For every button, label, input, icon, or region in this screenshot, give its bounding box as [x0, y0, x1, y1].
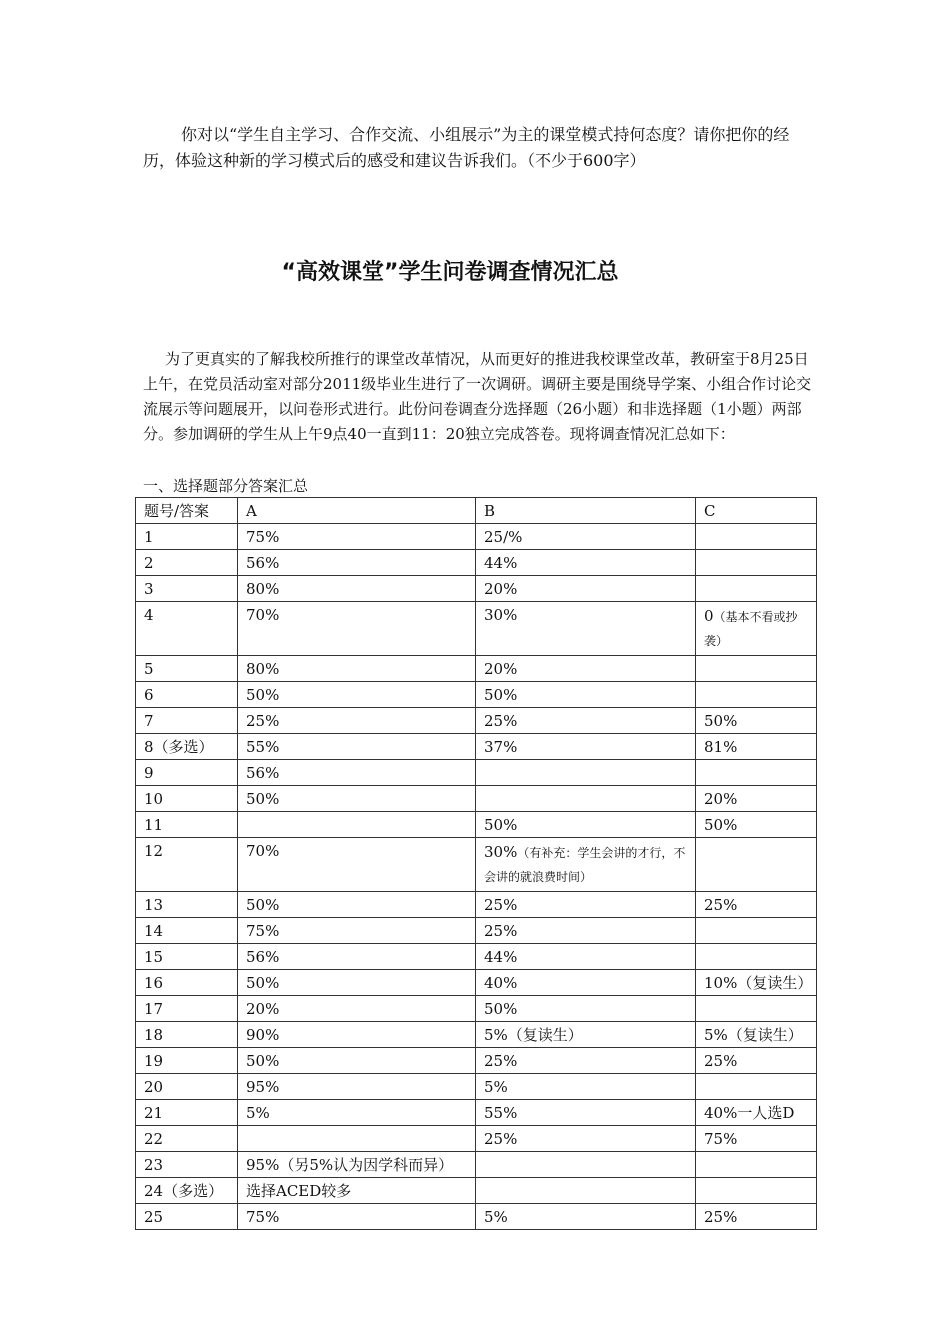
question-cell [136, 812, 238, 838]
answer-a-cell-value: 75% [246, 528, 280, 546]
answer-a-cell [238, 708, 476, 734]
question-cell [136, 996, 238, 1022]
answer-c-cell-value: 50% [704, 712, 738, 730]
answer-b-cell-value: 40% [484, 974, 518, 992]
answer-a-cell-value: 56% [246, 554, 280, 572]
answer-a-cell [238, 1022, 476, 1048]
question-cell [136, 602, 238, 656]
answer-a-cell-value: 95% [246, 1078, 280, 1096]
question-cell [136, 1204, 238, 1230]
answer-c-cell [696, 1152, 817, 1178]
question-cell [136, 550, 238, 576]
answer-a-cell [238, 918, 476, 944]
question-cell [136, 682, 238, 708]
table-row [136, 1204, 817, 1230]
answer-a-cell-value: 55% [246, 738, 280, 756]
question-cell [136, 760, 238, 786]
answer-a-cell [238, 892, 476, 918]
summary-paragraph: 为了更真实的了解我校所推行的课堂改革情况，从而更好的推进我校课堂改革，教研室于8月25日上午，在党员活动室对部分2011级毕业生进行了一次调研。调研主要是围绕导学案、小组合作讨论交流展示等问题展开，以问卷形式进行。此份问卷调查分选择题（26小题）和非选择题（1小题）两部分。参加调研的学生从上午9点40一直到11：20独立完成答卷。现将调查情况汇总如下： [143, 350, 812, 443]
answer-c-cell [696, 1022, 817, 1048]
table-row [136, 708, 817, 734]
answer-a-cell-value: 70% [246, 842, 280, 860]
answer-a-cell [238, 1100, 476, 1126]
answer-a-cell-value: 75% [246, 1208, 280, 1226]
answer-a-cell [238, 970, 476, 996]
table-row [136, 1178, 817, 1204]
table-row [136, 1048, 817, 1074]
answer-b-cell [476, 524, 696, 550]
table-header-row [136, 498, 817, 524]
answer-a-cell [238, 1178, 476, 1204]
answer-a-cell [238, 1204, 476, 1230]
answer-c-cell [696, 786, 817, 812]
question-cell [136, 576, 238, 602]
answer-b-cell-value: 44% [484, 948, 518, 966]
question-cell-value: 9 [144, 764, 154, 782]
question-cell [136, 708, 238, 734]
question-cell-value: 4 [144, 606, 154, 624]
answer-b-cell [476, 1074, 696, 1100]
answer-a-cell-value: 56% [246, 764, 280, 782]
table-row [136, 1126, 817, 1152]
question-cell-value: 25 [144, 1208, 164, 1226]
question-cell [136, 656, 238, 682]
answer-a-cell [238, 786, 476, 812]
table-row [136, 550, 817, 576]
answer-c-cell [696, 550, 817, 576]
answer-a-cell-value: 95%（另5%认为因学科而异） [246, 1156, 454, 1174]
table-row [136, 812, 817, 838]
question-cell [136, 892, 238, 918]
answer-b-cell [476, 576, 696, 602]
question-cell [136, 1074, 238, 1100]
table-row [136, 970, 817, 996]
question-cell [136, 970, 238, 996]
answer-a-cell [238, 602, 476, 656]
answer-c-cell [696, 1100, 817, 1126]
answer-b-cell-value: 25% [484, 1052, 518, 1070]
answer-a-cell-value: 80% [246, 660, 280, 678]
question-cell-value: 5 [144, 660, 154, 678]
question-cell-value: 13 [144, 896, 164, 914]
answer-a-cell [238, 524, 476, 550]
answer-a-cell-value: 20% [246, 1000, 280, 1018]
answer-b-cell-value: 20% [484, 660, 518, 678]
question-cell [136, 1100, 238, 1126]
table-row [136, 838, 817, 892]
answer-b-cell-value: 25% [484, 922, 518, 940]
answer-b-cell [476, 812, 696, 838]
answer-b-cell-value: 25/% [484, 528, 523, 546]
question-cell-value: 10 [144, 790, 164, 808]
answer-b-cell-value: 50% [484, 686, 518, 704]
question-cell-value: 22 [144, 1130, 164, 1148]
answer-b-cell-value: 5%（复读生） [484, 1026, 583, 1044]
answer-b-cell [476, 656, 696, 682]
answer-b-cell-value: 30% [484, 843, 518, 861]
answer-b-cell-value: 20% [484, 580, 518, 598]
question-cell-value: 23 [144, 1156, 164, 1174]
answer-b-cell [476, 550, 696, 576]
question-cell-value: 12 [144, 842, 164, 860]
question-cell [136, 1126, 238, 1152]
answer-b-cell-value: 50% [484, 816, 518, 834]
question-cell-value: 2 [144, 554, 154, 572]
answer-c-cell [696, 838, 817, 892]
answer-c-cell [696, 524, 817, 550]
question-cell [136, 918, 238, 944]
answer-b-cell-value: 25% [484, 1130, 518, 1148]
answer-c-cell-value: 20% [704, 790, 738, 808]
answer-c-cell-value: 25% [704, 1208, 738, 1226]
question-cell [136, 734, 238, 760]
answer-a-cell [238, 838, 476, 892]
answer-c-cell [696, 656, 817, 682]
table-row [136, 682, 817, 708]
table-row [136, 944, 817, 970]
answer-a-cell-value: 50% [246, 896, 280, 914]
answer-b-cell [476, 838, 696, 892]
answer-a-cell [238, 734, 476, 760]
answer-c-cell [696, 996, 817, 1022]
answer-a-cell [238, 812, 476, 838]
answer-a-cell [238, 576, 476, 602]
question-cell [136, 1178, 238, 1204]
table-row [136, 602, 817, 656]
answer-summary-table [135, 497, 817, 1230]
table-row [136, 996, 817, 1022]
answer-c-cell-note: （基本不看或抄袭） [704, 610, 798, 648]
table-row [136, 760, 817, 786]
question-cell-value: 19 [144, 1052, 164, 1070]
answer-c-cell [696, 1204, 817, 1230]
answer-b-cell-value: 50% [484, 1000, 518, 1018]
question-cell [136, 838, 238, 892]
table-row [136, 786, 817, 812]
answer-b-cell [476, 1100, 696, 1126]
answer-b-cell-value: 25% [484, 712, 518, 730]
question-cell-value: 20 [144, 1078, 164, 1096]
answer-b-cell-value: 5% [484, 1208, 508, 1226]
answer-b-cell-value: 5% [484, 1078, 508, 1096]
answer-a-cell [238, 550, 476, 576]
answer-c-cell [696, 708, 817, 734]
answer-a-cell-value: 70% [246, 606, 280, 624]
answer-a-cell [238, 656, 476, 682]
question-cell-value: 17 [144, 1000, 164, 1018]
question-cell-value: 6 [144, 686, 154, 704]
answer-b-cell [476, 1204, 696, 1230]
answer-a-cell [238, 996, 476, 1022]
answer-b-cell [476, 1048, 696, 1074]
answer-c-cell [696, 1178, 817, 1204]
answer-a-cell [238, 1126, 476, 1152]
answer-c-cell [696, 918, 817, 944]
question-cell-value: 14 [144, 922, 164, 940]
answer-b-cell [476, 944, 696, 970]
question-cell-value: 11 [144, 816, 164, 834]
answer-c-cell [696, 1126, 817, 1152]
answer-b-cell [476, 892, 696, 918]
answer-b-cell [476, 918, 696, 944]
answer-b-cell-value: 55% [484, 1104, 518, 1122]
question-cell [136, 1022, 238, 1048]
answer-a-cell [238, 1074, 476, 1100]
table-row [136, 1100, 817, 1126]
answer-c-cell [696, 1074, 817, 1100]
answer-c-cell [696, 760, 817, 786]
answer-a-cell-value: 25% [246, 712, 280, 730]
answer-a-cell [238, 944, 476, 970]
section-heading: 一、选择题部分答案汇总 [143, 477, 309, 495]
answer-c-cell [696, 944, 817, 970]
table-row [136, 734, 817, 760]
answer-b-cell [476, 786, 696, 812]
answer-a-cell-value: 50% [246, 1052, 280, 1070]
answer-a-cell [238, 760, 476, 786]
answer-b-cell [476, 970, 696, 996]
question-cell [136, 944, 238, 970]
answer-a-cell-value: 选择ACED较多 [246, 1182, 352, 1200]
answer-a-cell-value: 50% [246, 974, 280, 992]
question-cell-value: 7 [144, 712, 154, 730]
table-row [136, 576, 817, 602]
table-row [136, 524, 817, 550]
table-row [136, 1074, 817, 1100]
answer-a-cell-value: 50% [246, 686, 280, 704]
answer-a-cell [238, 682, 476, 708]
answer-b-cell-note: （有补充：学生会讲的才行，不会讲的就浪费时间） [484, 846, 686, 884]
answer-c-cell [696, 892, 817, 918]
answer-b-cell-value: 25% [484, 896, 518, 914]
answer-a-cell [238, 1152, 476, 1178]
document-title: “高效课堂”学生问卷调查情况汇总 [281, 260, 619, 285]
answer-a-cell-value: 80% [246, 580, 280, 598]
answer-a-cell [238, 1048, 476, 1074]
header-cell-b: B [476, 498, 696, 524]
answer-c-cell [696, 576, 817, 602]
table-row [136, 892, 817, 918]
intro-question: 你对以“学生自主学习、合作交流、小组展示”为主的课堂模式持何态度？请你把你的经历，体验这种新的学习模式后的感受和建议告诉我们。（不少于600字） [143, 125, 790, 170]
answer-a-cell-value: 75% [246, 922, 280, 940]
question-cell [136, 786, 238, 812]
table-row [136, 1022, 817, 1048]
answer-b-cell-value: 30% [484, 606, 518, 624]
answer-c-cell-value: 40%一人选D [704, 1104, 795, 1122]
answer-c-cell-value: 10%（复读生） [704, 974, 813, 992]
question-cell-value: 1 [144, 528, 154, 546]
header-cell-c: C [696, 498, 817, 524]
table-row [136, 1152, 817, 1178]
answer-a-cell-value: 90% [246, 1026, 280, 1044]
question-cell-value: 8（多选） [144, 738, 214, 756]
question-cell-value: 16 [144, 974, 164, 992]
answer-b-cell [476, 1022, 696, 1048]
answer-b-cell [476, 760, 696, 786]
answer-c-cell-value: 75% [704, 1130, 738, 1148]
answer-c-cell-value: 81% [704, 738, 738, 756]
table-row [136, 918, 817, 944]
answer-c-cell [696, 682, 817, 708]
question-cell-value: 18 [144, 1026, 164, 1044]
answer-b-cell [476, 1152, 696, 1178]
answer-c-cell-value: 0 [704, 607, 714, 625]
answer-a-cell-value: 50% [246, 790, 280, 808]
question-cell-value: 21 [144, 1104, 164, 1122]
answer-b-cell [476, 1126, 696, 1152]
answer-b-cell [476, 996, 696, 1022]
question-cell [136, 1152, 238, 1178]
answer-c-cell [696, 812, 817, 838]
answer-c-cell [696, 734, 817, 760]
answer-c-cell-value: 25% [704, 1052, 738, 1070]
answer-a-cell-value: 5% [246, 1104, 270, 1122]
answer-c-cell [696, 1048, 817, 1074]
answer-c-cell [696, 602, 817, 656]
header-cell-question: 题号/答案 [136, 498, 238, 524]
answer-c-cell-value: 25% [704, 896, 738, 914]
question-cell-value: 15 [144, 948, 164, 966]
answer-b-cell [476, 602, 696, 656]
answer-b-cell [476, 708, 696, 734]
answer-b-cell [476, 734, 696, 760]
answer-b-cell [476, 1178, 696, 1204]
answer-c-cell [696, 970, 817, 996]
question-cell [136, 1048, 238, 1074]
answer-a-cell-value: 56% [246, 948, 280, 966]
answer-c-cell-value: 50% [704, 816, 738, 834]
question-cell-value: 3 [144, 580, 154, 598]
answer-b-cell-value: 37% [484, 738, 518, 756]
answer-c-cell-value: 5%（复读生） [704, 1026, 803, 1044]
answer-b-cell [476, 682, 696, 708]
header-cell-a: A [238, 498, 476, 524]
question-cell [136, 524, 238, 550]
question-cell-value: 24（多选） [144, 1182, 224, 1200]
answer-b-cell-value: 44% [484, 554, 518, 572]
table-row [136, 656, 817, 682]
